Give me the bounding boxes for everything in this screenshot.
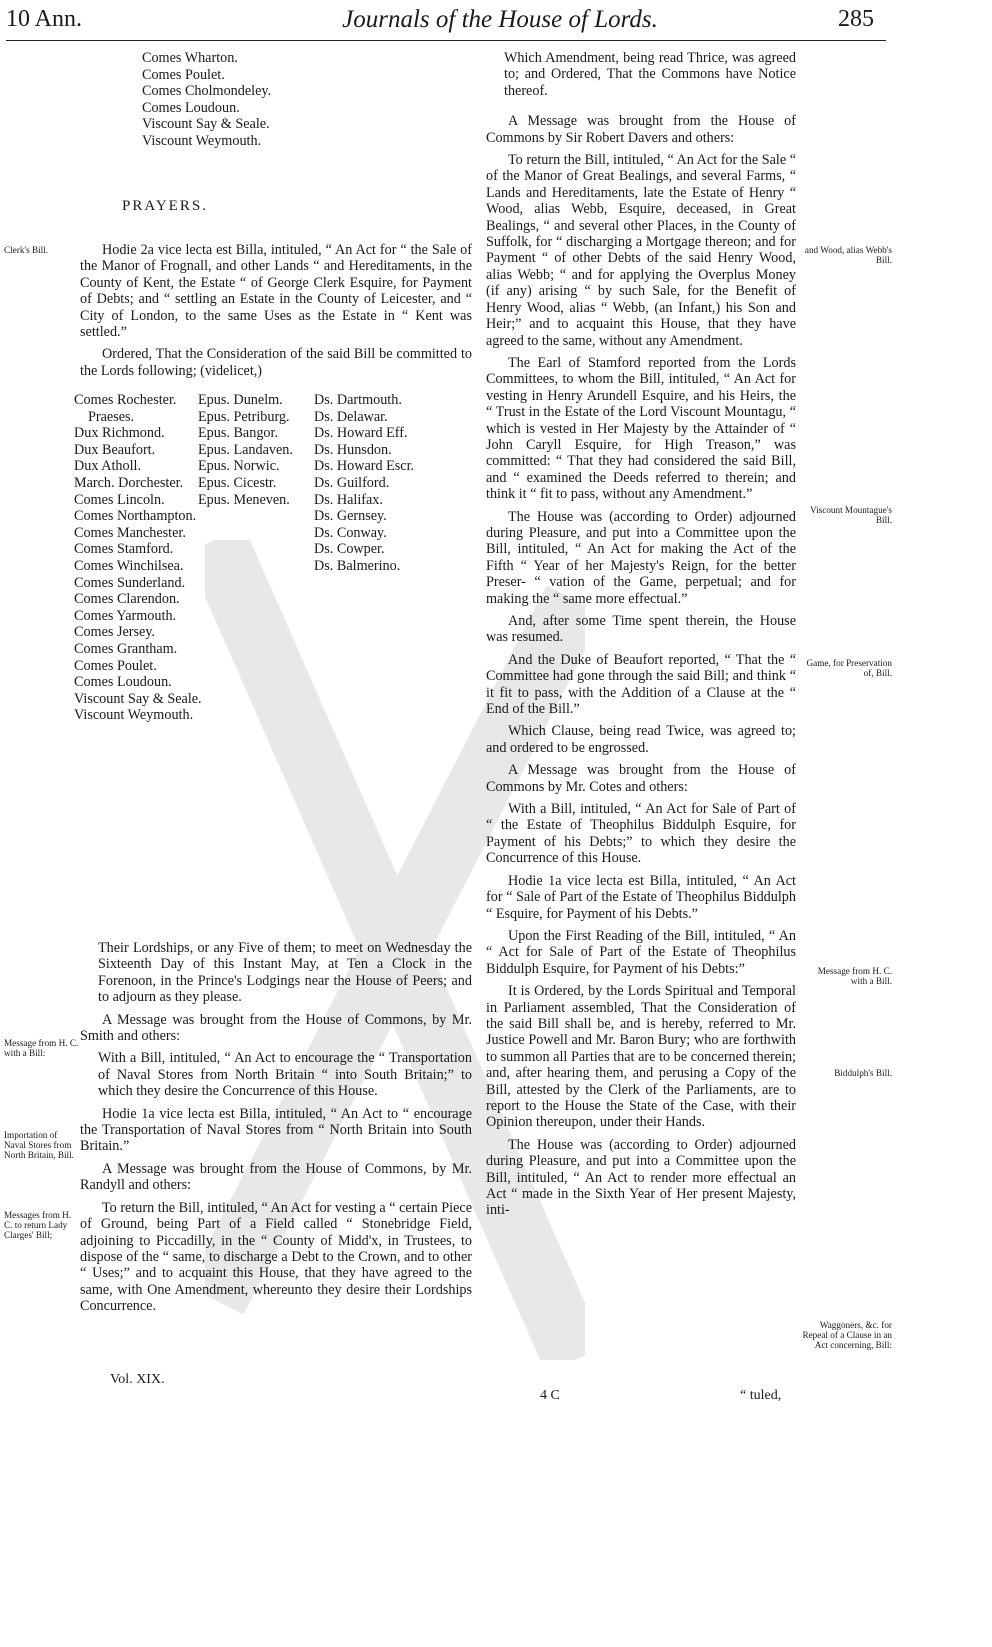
paragraph: Which Clause, being read Twice, was agreed to; and ordered to be engrossed. (486, 723, 796, 756)
list-item: Comes Loudoun. (74, 674, 172, 691)
list-item: Ds. Halifax. (314, 491, 383, 508)
list-item: Comes Stamford. (74, 541, 174, 558)
paragraph: A Message was brought from the House of Commons by Mr. Cotes and others: (486, 762, 796, 795)
committee-list-temporal (74, 392, 200, 724)
list-item: Ds. Delawar. (314, 408, 388, 425)
paragraph: And the Duke of Beaufort reported, “ That the “ Committee had gone through the said Bill; and think “ it fit to pass, with the Addition of a Clause at the “ End of the Bill.” (486, 651, 796, 718)
list-item: Epus. Cicestr. (198, 474, 277, 491)
list-item: Comes Rochester. (74, 392, 177, 408)
catchword: “ tuled, (740, 1388, 782, 1403)
paragraph: Which Amendment, being read Thrice, was agreed to; and Ordered, That the Commons have Notice thereof. (504, 50, 796, 99)
list-item: Dux Atholl. (74, 458, 142, 475)
list-item: Epus. Dunelm. (198, 392, 283, 408)
right-column (486, 50, 796, 1225)
attendance-list (142, 50, 342, 150)
volume-label: Vol. XIX. (110, 1372, 165, 1387)
paragraph: And, after some Time spent therein, the House was resumed. (486, 613, 796, 646)
margin-note: Clerk's Bill. (4, 245, 49, 255)
paragraph: Their Lordships, or any Five of them; to meet on Wednesday the Sixteenth Day of this Instant May, at Ten a Clock in the Forenoon, in the Prince's Lodgings near the House of Peers; and to adjourn as they please. (98, 940, 472, 1006)
signature-mark: 4 C (540, 1388, 560, 1403)
list-item: Comes Jersey. (74, 624, 156, 641)
committee-list-barons (314, 392, 434, 575)
list-item: Praeses. (88, 408, 135, 425)
list-item: Ds. Cowper. (314, 541, 385, 558)
list-item: Comes Cholmondeley. (142, 83, 272, 100)
list-item: Ds. Dartmouth. (314, 392, 402, 408)
list-item: Comes Clarendon. (74, 591, 180, 608)
list-item: Comes Wharton. (142, 50, 238, 66)
paragraph: To return the Bill, intituled, “ An Act for the Sale “ of the Manor of Great Bealings, and several Farms, “ Lands and Hereditaments, late the Estate of Henry “ Wood, alias Webb, Esquire, deceased, in Great Bealings, “ and several other Places, in the County of Suffolk, for “ discharging a Mortgage thereon; and for Payment “ of other Debts of the said Henry Wood, alias Webb; “ and for applying the Overplus Money (if any) arising “ by such Sale, for the Benefit of Henry Wood, alias “ Webb, (an Infant,) his Son and Heir;” and to acquaint this House, that they have agreed to the same, without any Amendment. (486, 152, 796, 349)
margin-note: Message from H. C. with a Bill: (4, 1038, 79, 1058)
margin-note: and Wood, alias Webb's Bill. (804, 245, 892, 265)
paragraph: To return the Bill, intituled, “ An Act for vesting a “ certain Piece of Ground, being Part of a Field called “ Stonebridge Field, adjoining to Piccadilly, in the “ County of Midd'x, in Trustees, to dispose of the “ same, to discharge a Debt to the Crown, and to other “ Uses;” and to acquaint this House, that they have agreed to the same, with One Amendment, whereunto they desire their Lordships Concurrence. (80, 1199, 472, 1315)
list-item: Ds. Howard Eff. (314, 425, 408, 442)
paragraph: It is Ordered, by the Lords Spiritual and Temporal in Parliament assembled, That the Consideration of the said Bill shall be, and is hereby, referred to Mr. Justice Powell and Mr. Baron Bury; who are forthwith to summon all Parties that are to be concerned therein; and, after hearing them, and perusing a Copy of the Bill, attested by the Clerk of the Parliaments, are to report to the House the State of the Case, with their Opinion thereupon, under their Hands. (486, 983, 796, 1131)
list-item: Epus. Norwic. (198, 458, 280, 475)
paragraph: Hodie 1a vice lecta est Billa, intituled, “ An Act to “ encourage the Transportation of Naval Stores from “ North Britain into South Britain.” (80, 1105, 472, 1155)
margin-note: Biddulph's Bill. (834, 1068, 892, 1078)
paragraph: Hodie 1a vice lecta est Billa, intituled, “ An Act for “ Sale of Part of the Estate of Theophilus Biddulph “ Esquire, for Payment of his Debts.” (486, 872, 796, 922)
paragraph: Upon the First Reading of the Bill, intituled, “ An “ Act for Sale of Part of the Estate of Theophilus Biddulph Esquire, for Payment of his Debts:” (486, 927, 796, 977)
left-column-top (80, 242, 472, 385)
list-item: Ds. Guilford. (314, 474, 390, 491)
list-item: Ds. Howard Escr. (314, 458, 415, 475)
paragraph: With a Bill, intituled, “ An Act to encourage the “ Transportation of Naval Stores from North Britain “ into South Britain;” to which they desire the Concurrence of this House. (98, 1050, 472, 1100)
margin-note: Messages from H. C. to return Lady Clarges' Bill; (4, 1210, 72, 1240)
list-item: Viscount Say & Seale. (142, 116, 270, 133)
list-item: Ds. Hunsdon. (314, 441, 392, 458)
paragraph: A Message was brought from the House of Commons by Sir Robert Davers and others: (486, 113, 796, 146)
margin-note: Waggoners, &c. for Repeal of a Clause in an Act concerning, Bill: (802, 1320, 892, 1350)
paragraph: With a Bill, intituled, “ An Act for Sale of Part of “ the Estate of Theophilus Biddulph Esquire, for Payment of his Debts;” to which they desire the Concurrence of this House. (486, 801, 796, 867)
list-item: Comes Northampton. (74, 508, 197, 525)
paragraph: Hodie 2a vice lecta est Billa, intituled, “ An Act for “ the Sale of the Manor of Frognall, and other Lands “ and Hereditaments, in the County of Kent, the Estate “ of George Clerk Esquire, for Payment of Debts; and “ settling an Estate in the County of Leicester, and “ City of London, to the same Uses as the Estate in “ Kent was settled.” (80, 242, 472, 341)
list-item: Epus. Bangor. (198, 425, 278, 442)
paragraph: Ordered, That the Consideration of the said Bill be committed to the Lords following; (videlicet,) (80, 346, 472, 379)
list-item: Comes Grantham. (74, 640, 178, 657)
running-head-left: 10 Ann. (6, 6, 83, 32)
header-rule (6, 40, 886, 41)
list-item: Comes Lincoln. (74, 491, 165, 508)
list-item: Epus. Meneven. (198, 491, 290, 508)
paragraph: A Message was brought from the House of Commons, by Mr. Smith and others: (80, 1011, 472, 1045)
list-item: Ds. Conway. (314, 524, 387, 541)
section-heading-prayers: PRAYERS. (122, 198, 208, 214)
paragraph: The Earl of Stamford reported from the Lords Committees, to whom the Bill, intituled, “ An Act for vesting in Henry Arundell Esquire, and his Heirs, the “ Trust in the Estate of the Lord Viscount Mountagu, “ which is vested in Her Majesty by the Attainder of “ John Caryll Esquire, for High Treason,” was committed: “ That they had considered the said Bill, and “ examined the Deeds referred to therein; and think it “ fit to pass, without any Amendment.” (486, 354, 796, 503)
list-item: Ds. Balmerino. (314, 557, 401, 574)
list-item: Comes Winchilsea. (74, 557, 184, 574)
list-item: Epus. Petriburg. (198, 408, 290, 425)
margin-note: Importation of Naval Stores from North Britain, Bill. (4, 1130, 74, 1160)
list-item: Epus. Landaven. (198, 441, 293, 458)
list-item: Viscount Say & Seale. (74, 690, 202, 707)
page-title: Journals of the House of Lords. (342, 6, 658, 33)
list-item: Comes Poulet. (142, 66, 225, 83)
list-item: Dux Beaufort. (74, 441, 156, 458)
margin-note: Viscount Mountague's Bill. (810, 505, 892, 525)
list-item: Viscount Weymouth. (74, 707, 194, 724)
list-item: Ds. Gernsey. (314, 508, 387, 525)
margin-note: Game, for Preservation of, Bill. (806, 658, 892, 678)
paragraph: A Message was brought from the House of Commons, by Mr. Randyll and others: (80, 1160, 472, 1194)
list-item: Dux Richmond. (74, 425, 165, 442)
list-item: Viscount Weymouth. (142, 132, 262, 149)
list-item: Comes Yarmouth. (74, 607, 177, 624)
left-column-bottom (80, 940, 472, 1321)
list-item: Comes Manchester. (74, 524, 186, 541)
page-number: 285 (838, 6, 874, 32)
paragraph: The House was (according to Order) adjourned during Pleasure, and put into a Committee upon the Bill, intituled, “ An Act for making the Act of the Fifth “ Year of her Majesty's Reign, for the better Preser- “ vation of the Game, perpetual; and for making the “ same more effectual.” (486, 508, 796, 607)
paragraph: The House was (according to Order) adjourned during Pleasure, and put into a Committee upon the Bill, intituled, “ An Act to render more effectual an Act “ made in the Sixth Year of Her present Majesty, inti- (486, 1136, 796, 1219)
committee-list-spiritual (198, 392, 308, 508)
list-item: Comes Sunderland. (74, 574, 186, 591)
list-item: Comes Poulet. (74, 657, 157, 674)
list-item: Comes Loudoun. (142, 99, 240, 116)
margin-note: Message from H. C. with a Bill. (817, 966, 892, 986)
list-item: March. Dorchester. (74, 474, 184, 491)
